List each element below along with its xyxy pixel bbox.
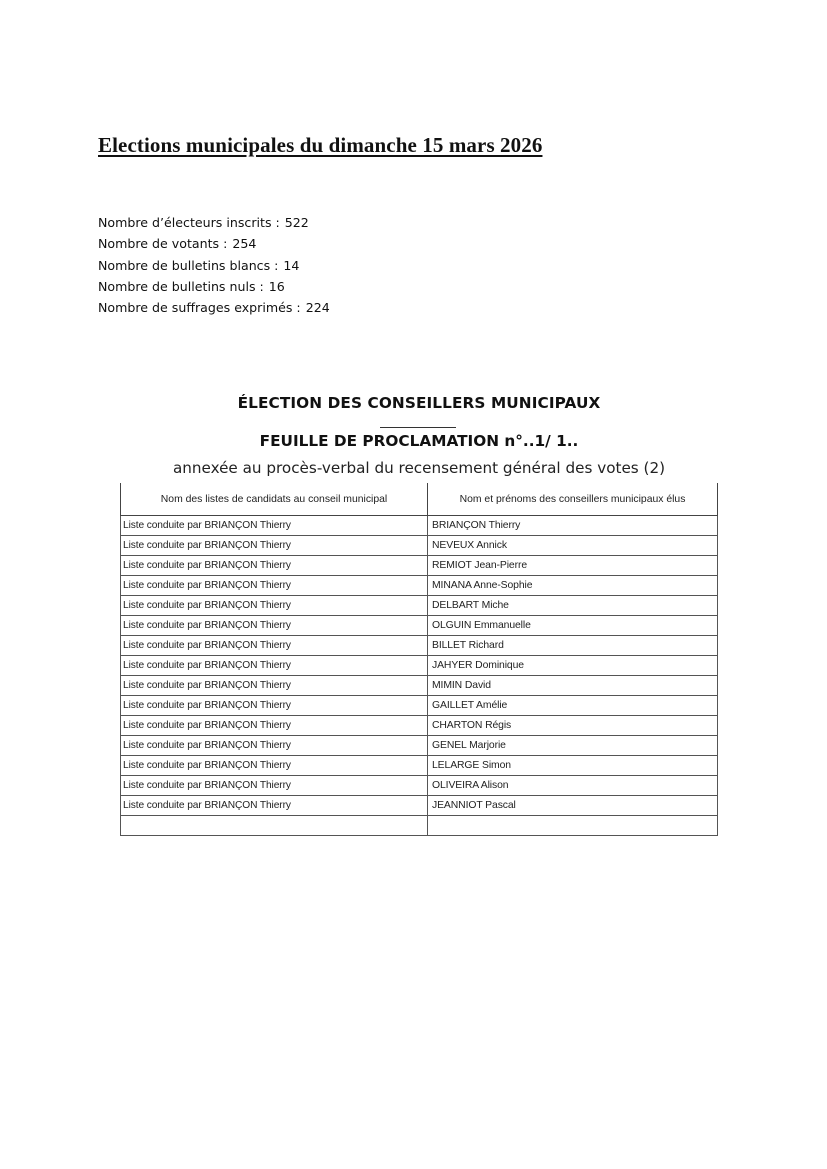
list-name-cell: Liste conduite par BRIANÇON Thierry bbox=[121, 756, 428, 776]
list-name-cell: Liste conduite par BRIANÇON Thierry bbox=[121, 576, 428, 596]
elected-name-cell: OLGUIN Emmanuelle bbox=[428, 616, 718, 636]
proclamation-heading: ÉLECTION DES CONSEILLERS MUNICIPAUX bbox=[237, 394, 601, 412]
list-name-cell: Liste conduite par BRIANÇON Thierry bbox=[121, 516, 428, 536]
elected-name-cell: JEANNIOT Pascal bbox=[428, 796, 718, 816]
elected-name-cell: MINANA Anne-Sophie bbox=[428, 576, 718, 596]
stat-valid-votes bbox=[98, 297, 330, 318]
stat-label: Nombre d’électeurs inscrits : bbox=[98, 215, 280, 230]
table-row bbox=[121, 736, 718, 756]
list-name-cell: Liste conduite par BRIANÇON Thierry bbox=[121, 596, 428, 616]
stat-registered-voters bbox=[98, 212, 330, 233]
table-row bbox=[121, 676, 718, 696]
elected-name-cell: CHARTON Régis bbox=[428, 716, 718, 736]
empty-cell bbox=[428, 816, 718, 836]
table-row bbox=[121, 636, 718, 656]
table-row bbox=[121, 656, 718, 676]
list-name-cell: Liste conduite par BRIANÇON Thierry bbox=[121, 556, 428, 576]
stat-value: 14 bbox=[283, 257, 300, 273]
table-stub-row bbox=[121, 816, 718, 836]
elected-name-cell: OLIVEIRA Alison bbox=[428, 776, 718, 796]
elected-councillors-table bbox=[120, 483, 718, 836]
elected-name-cell: GAILLET Amélie bbox=[428, 696, 718, 716]
elected-name-cell: DELBART Miche bbox=[428, 596, 718, 616]
stat-value: 16 bbox=[268, 278, 285, 294]
heading-divider bbox=[380, 427, 456, 428]
table-row bbox=[121, 576, 718, 596]
table-row bbox=[121, 756, 718, 776]
elected-name-cell: JAHYER Dominique bbox=[428, 656, 718, 676]
list-name-cell: Liste conduite par BRIANÇON Thierry bbox=[121, 676, 428, 696]
table-header-row bbox=[121, 483, 718, 516]
page-title: Elections municipales du dimanche 15 mars 2026 bbox=[98, 133, 543, 157]
list-name-cell: Liste conduite par BRIANÇON Thierry bbox=[121, 636, 428, 656]
elected-name-cell: REMIOT Jean-Pierre bbox=[428, 556, 718, 576]
stat-value: 522 bbox=[284, 215, 309, 230]
stat-blank-ballots bbox=[98, 255, 330, 276]
proclamation-sheet-number: FEUILLE DE PROCLAMATION n°..1/ 1.. bbox=[259, 432, 579, 450]
stat-label: Nombre de bulletins nuls : bbox=[98, 278, 264, 294]
table-row bbox=[121, 516, 718, 536]
elected-name-cell: NEVEUX Annick bbox=[428, 536, 718, 556]
elected-name-cell: BILLET Richard bbox=[428, 636, 718, 656]
list-name-cell: Liste conduite par BRIANÇON Thierry bbox=[121, 656, 428, 676]
list-name-cell: Liste conduite par BRIANÇON Thierry bbox=[121, 776, 428, 796]
list-name-cell: Liste conduite par BRIANÇON Thierry bbox=[121, 616, 428, 636]
elected-name-cell: BRIANÇON Thierry bbox=[428, 516, 718, 536]
stat-value: 254 bbox=[232, 236, 257, 252]
column-header-list: Nom des listes de candidats au conseil municipal bbox=[121, 483, 428, 516]
list-name-cell: Liste conduite par BRIANÇON Thierry bbox=[121, 696, 428, 716]
table-row bbox=[121, 776, 718, 796]
list-name-cell: Liste conduite par BRIANÇON Thierry bbox=[121, 796, 428, 816]
empty-cell bbox=[121, 816, 428, 836]
table-row bbox=[121, 716, 718, 736]
stat-label: Nombre de votants : bbox=[98, 236, 228, 252]
stat-value: 224 bbox=[305, 300, 330, 316]
table-row bbox=[121, 556, 718, 576]
stat-label: Nombre de bulletins blancs : bbox=[98, 257, 279, 273]
list-name-cell: Liste conduite par BRIANÇON Thierry bbox=[121, 736, 428, 756]
table-row bbox=[121, 696, 718, 716]
stat-void-ballots bbox=[98, 276, 330, 297]
table-row bbox=[121, 596, 718, 616]
list-name-cell: Liste conduite par BRIANÇON Thierry bbox=[121, 536, 428, 556]
elected-name-cell: LELARGE Simon bbox=[428, 756, 718, 776]
proclamation-subtitle: annexée au procès-verbal du recensement général des votes (2) bbox=[172, 459, 666, 477]
list-name-cell: Liste conduite par BRIANÇON Thierry bbox=[121, 716, 428, 736]
table-row bbox=[121, 536, 718, 556]
elected-name-cell: MIMIN David bbox=[428, 676, 718, 696]
stat-voters bbox=[98, 233, 330, 254]
table-row bbox=[121, 616, 718, 636]
elected-name-cell: GENEL Marjorie bbox=[428, 736, 718, 756]
vote-statistics bbox=[98, 212, 330, 318]
table-row bbox=[121, 796, 718, 816]
column-header-elected: Nom et prénoms des conseillers municipaux élus bbox=[428, 483, 718, 516]
proclamation-sheet bbox=[118, 390, 720, 830]
stat-label: Nombre de suffrages exprimés : bbox=[98, 300, 301, 316]
